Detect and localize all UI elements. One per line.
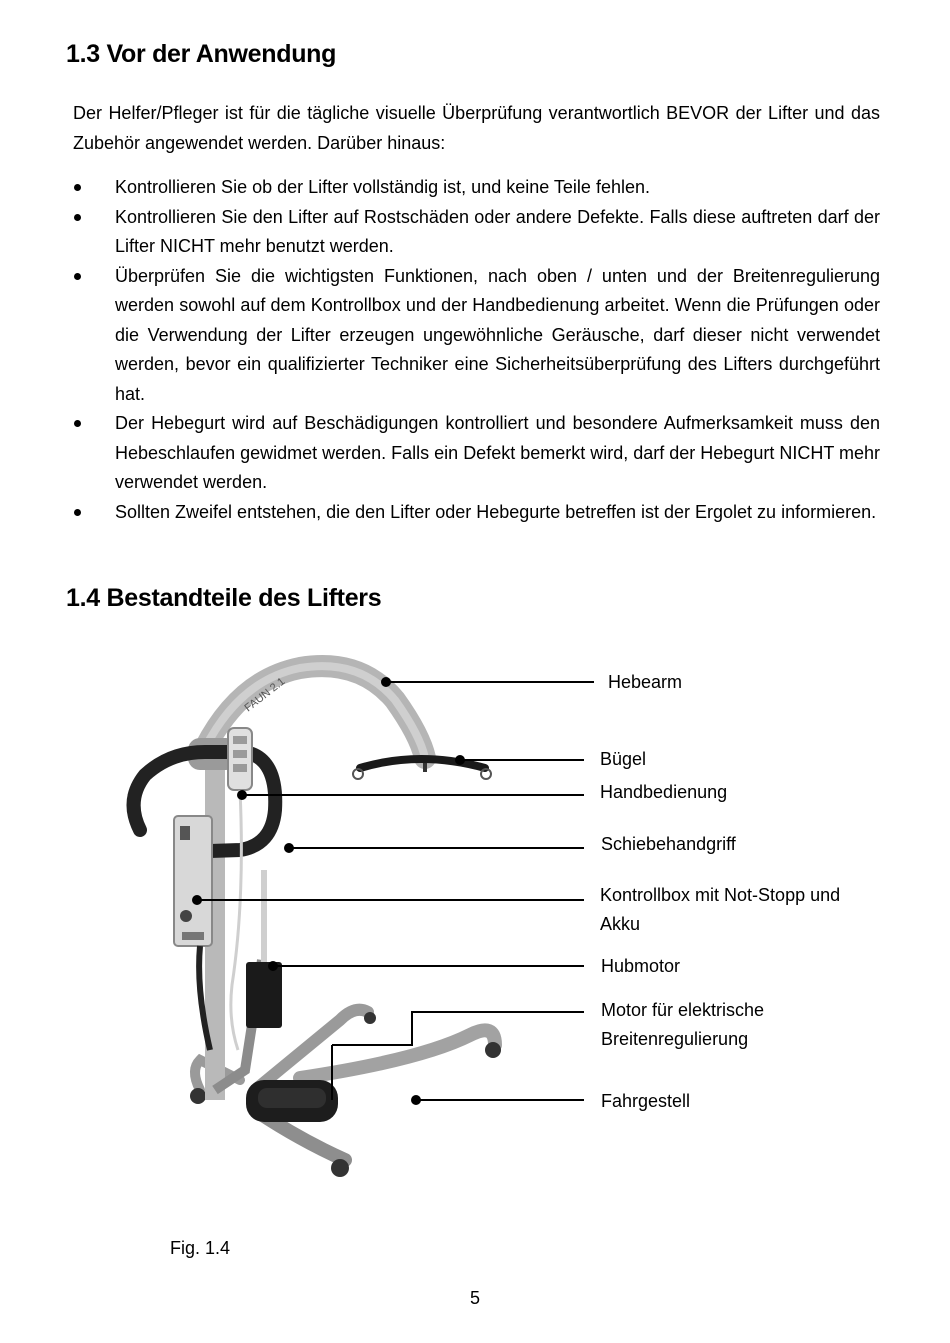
list-item-text: Überprüfen Sie die wichtigsten Funktionen, nach oben / unten und der Breitenregulierung werden sowohl auf dem Kontrollbox und der Handbedienung arbeitet. Wenn die Prüfungen oder die Verwendung der Lifter erzeugen ungewöhnliche Geräusche, darf dieser nicht verwendet werden, bevor ein qualifizierter Techniker eine Sicherheitsüberprüfung des Lifters durchgeführt hat. [115, 265, 880, 404]
callout-label-hubmotor: Hubmotor [601, 956, 681, 976]
callout-label-motor-line2: Breitenregulierung [601, 1029, 749, 1049]
list-item-text: Der Hebegurt wird auf Beschädigungen kontrolliert und besondere Aufmerksamkeit muss den Hebeschlaufen gewidmet werden. Falls ein Defekt bemerkt wird, darf der Hebegurt NICHT mehr verwendet werden. [115, 413, 880, 492]
page-number: 5 [469, 1288, 480, 1308]
callout-label-kontrollbox-line2: Akku [600, 914, 641, 934]
intro-paragraph: Der Helfer/Pfleger ist für die tägliche visuelle Überprüfung verantwortlich BEVOR der Lifter und das Zubehör angewendet werden. Darüber hinaus: [73, 103, 880, 153]
callout-label-schiebehandgriff: Schiebehandgriff [601, 834, 736, 854]
bullet-icon [74, 420, 81, 427]
section-heading-1-4: 1.4 Bestandteile des Lifters [66, 584, 382, 612]
section-heading-1-3: 1.3 Vor der Anwendung [66, 40, 337, 68]
actuator-illustration [246, 962, 282, 1028]
list-item [73, 262, 880, 410]
list-item-text: Kontrollieren Sie den Lifter auf Rostschäden oder andere Defekte. Falls diese auftreten darf der Lifter NICHT mehr benutzt werden. [115, 206, 880, 256]
bullet-icon [74, 273, 81, 280]
bullet-icon [74, 509, 81, 516]
list-item [73, 173, 880, 203]
callout-label-kontrollbox-line1: Kontrollbox mit Not-Stopp und [600, 885, 841, 905]
figure-caption: Fig. 1.4 [170, 1238, 231, 1258]
list-item [73, 409, 880, 498]
mast-illustration [205, 750, 262, 1100]
callout-label-buegel: Bügel [600, 749, 647, 769]
callout-label-fahrgestell: Fahrgestell [601, 1091, 691, 1111]
device-brand: FAUN 2.1 [242, 675, 288, 715]
list-item-text: Sollten Zweifel entstehen, die den Lifter oder Hebegurte betreffen ist der Ergolet zu informieren. [115, 501, 877, 522]
control-box-illustration [174, 816, 212, 946]
callout-label-handbedienung: Handbedienung [600, 782, 728, 802]
list-item-text: Kontrollieren Sie ob der Lifter vollständig ist, und keine Teile fehlen. [115, 177, 650, 197]
bullet-icon [74, 184, 81, 191]
checklist [73, 173, 880, 527]
list-item [73, 498, 880, 528]
callout-label-motor-line1: Motor für elektrische [601, 1000, 765, 1020]
chassis-illustration [190, 1010, 501, 1177]
list-item [73, 203, 880, 262]
callout-label-hebearm: Hebearm [608, 672, 683, 692]
lifter-figure [0, 640, 950, 1200]
bullet-icon [74, 214, 81, 221]
